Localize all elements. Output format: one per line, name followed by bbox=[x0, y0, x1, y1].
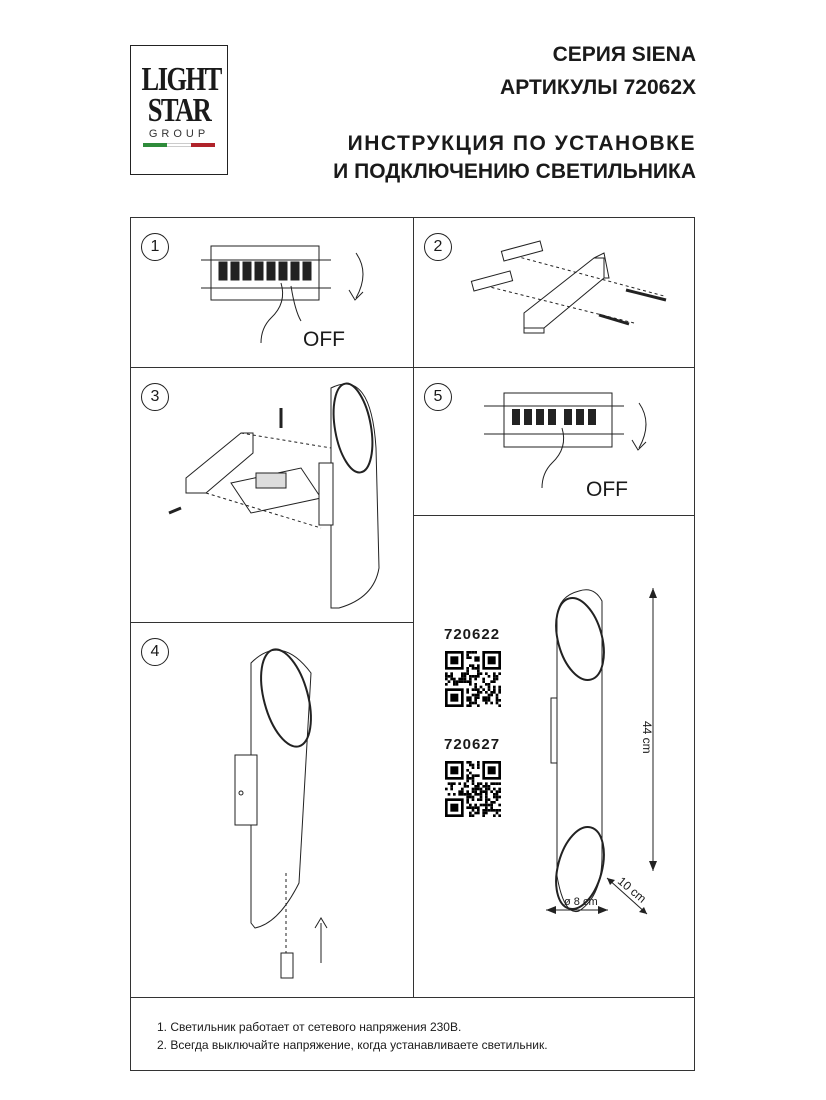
step-number: 4 bbox=[141, 638, 169, 666]
italian-flag-stripe bbox=[143, 143, 215, 147]
height-dimension: 44 cm bbox=[640, 721, 654, 754]
note-item: 1. Светильник работает от сетевого напряжения 230В. bbox=[157, 1020, 462, 1034]
note-item: 2. Всегда выключайте напряжение, когда устанавливаете светильник. bbox=[157, 1038, 548, 1052]
off-label: OFF bbox=[586, 478, 628, 501]
step-4-panel bbox=[130, 622, 414, 998]
off-label: OFF bbox=[303, 328, 345, 351]
step-3-panel bbox=[130, 367, 414, 623]
model-code: 720622 bbox=[444, 626, 501, 643]
series-title: СЕРИЯ SIENA bbox=[552, 43, 696, 66]
step-1-panel bbox=[130, 217, 414, 368]
articles-title: АРТИКУЛЫ 72062X bbox=[500, 76, 696, 99]
model-code: 720627 bbox=[444, 736, 501, 753]
diameter-dimension: ø 8 cm bbox=[564, 896, 598, 908]
breaker-panel-illustration bbox=[414, 368, 696, 517]
document-title-line2: И ПОДКЛЮЧЕНИЮ СВЕТИЛЬНИКА bbox=[333, 160, 696, 183]
specs-panel bbox=[413, 515, 695, 998]
step-number: 1 bbox=[141, 233, 169, 261]
step-number: 3 bbox=[141, 383, 169, 411]
wiring-connection-illustration bbox=[131, 368, 415, 624]
dimensions-drawing bbox=[414, 516, 696, 999]
depth-dimension: 10 cm bbox=[615, 874, 650, 906]
breaker-panel-illustration bbox=[131, 218, 415, 369]
step-number: 2 bbox=[424, 233, 452, 261]
step-number: 5 bbox=[424, 383, 452, 411]
step-5-panel bbox=[413, 367, 695, 516]
mounting-bracket-illustration bbox=[414, 218, 696, 369]
lightstar-logo: LIGHT STAR GROUP bbox=[130, 45, 228, 175]
luminaire-insertion-illustration bbox=[131, 623, 415, 999]
document-title-line1: ИНСТРУКЦИЯ ПО УСТАНОВКЕ bbox=[347, 132, 696, 155]
step-2-panel bbox=[413, 217, 695, 368]
notes-panel bbox=[130, 997, 695, 1071]
